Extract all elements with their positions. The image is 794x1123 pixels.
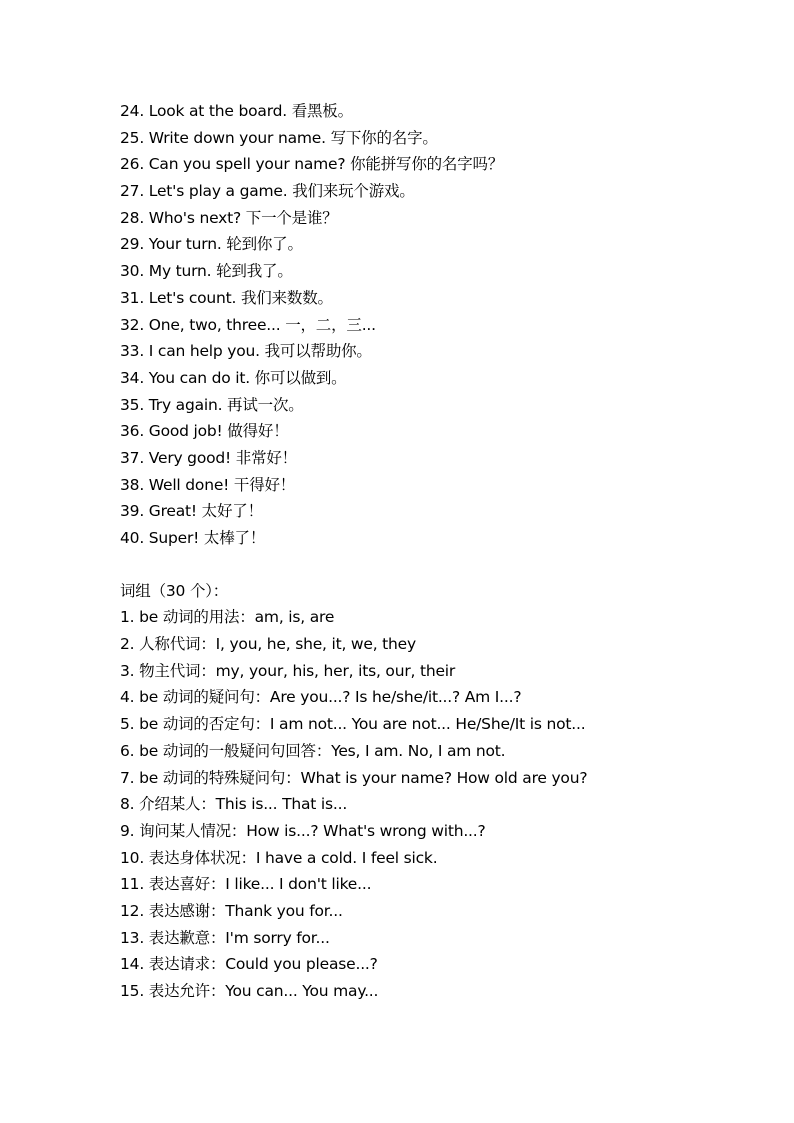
phrase-item: 36. Good job! 做得好！	[120, 422, 289, 441]
phrase-item: 27. Let's play a game. 我们来玩个游戏。	[120, 182, 415, 201]
group-item: 7. be 动词的特殊疑问句：What is your name? How old are you?	[120, 768, 588, 787]
group-item: 15. 表达允许：You can... You may...	[120, 982, 379, 1000]
group-item: 11. 表达喜好：I like... I don't like...	[120, 875, 372, 894]
phrase-item: 40. Super! 太棒了！	[120, 529, 266, 547]
phrase-item: 35. Try again. 再试一次。	[120, 395, 304, 414]
phrase-item: 26. Can you spell your name? 你能拼写你的名字吗？	[120, 155, 504, 174]
phrase-item: 24. Look at the board. 看黑板。	[120, 102, 353, 120]
phrase-item: 34. You can do it. 你可以做到。	[120, 368, 347, 387]
group-item: 14. 表达请求：Could you please...?	[120, 955, 378, 974]
phrase-item: 28. Who's next? 下一个是谁？	[120, 208, 338, 227]
phrase-item: 29. Your turn. 轮到你了。	[120, 235, 303, 254]
group-item: 1. be 动词的用法：am, is, are	[120, 608, 335, 627]
phrase-item: 30. My turn. 轮到我了。	[120, 262, 293, 281]
phrase-item: 25. Write down your name. 写下你的名字。	[120, 128, 438, 147]
phrase-item: 33. I can help you. 我可以帮助你。	[120, 342, 372, 361]
phrase-item: 31. Let's count. 我们来数数。	[120, 288, 333, 307]
section-spacer	[120, 552, 760, 578]
group-list	[120, 604, 760, 1004]
group-item: 5. be 动词的否定句：I am not... You are not... He/She/It is not...	[120, 715, 586, 734]
group-item: 12. 表达感谢：Thank you for...	[120, 901, 343, 920]
group-item: 13. 表达歉意：I'm sorry for...	[120, 928, 330, 947]
group-item: 2. 人称代词：I, you, he, she, it, we, they	[120, 635, 416, 654]
document-page	[120, 98, 760, 1005]
group-item: 10. 表达身体状况：I have a cold. I feel sick.	[120, 848, 438, 867]
group-item: 4. be 动词的疑问句：Are you...? Is he/she/it...? Am I...?	[120, 688, 522, 707]
group-item: 9. 询问某人情况：How is...? What's wrong with...?	[120, 821, 486, 840]
group-item: 6. be 动词的一般疑问句回答：Yes, I am. No, I am not.	[120, 741, 506, 760]
phrase-item: 38. Well done! 干得好！	[120, 475, 296, 494]
phrase-item: 39. Great! 太好了！	[120, 502, 263, 521]
phrase-item: 37. Very good! 非常好！	[120, 448, 297, 467]
phrase-item: 32. One, two, three... 一，二，三...	[120, 315, 376, 334]
section-title: 词组（30 个）：	[120, 581, 229, 600]
group-item: 3. 物主代词：my, your, his, her, its, our, their	[120, 661, 456, 680]
phrase-list	[120, 98, 760, 552]
group-item: 8. 介绍某人：This is... That is...	[120, 795, 348, 814]
